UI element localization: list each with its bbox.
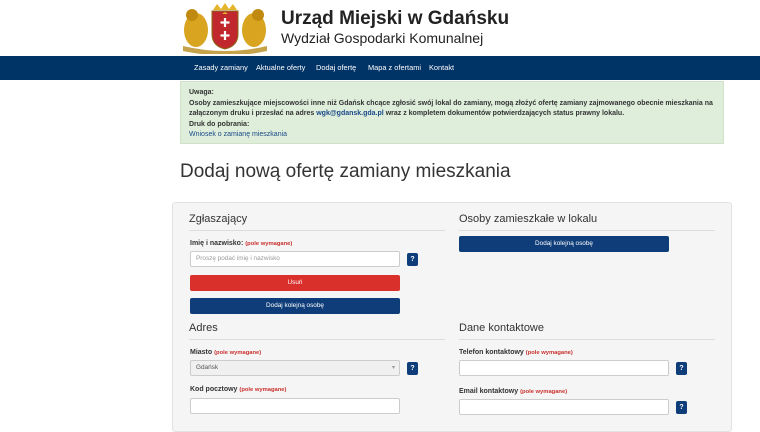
nav-mapa-z-ofertami[interactable]: Mapa z ofertami bbox=[368, 63, 421, 72]
download-form-link[interactable]: Wniosek o zamianę mieszkania bbox=[189, 131, 288, 138]
email-label: Email kontaktowy (pole wymagane) bbox=[459, 388, 568, 395]
nav-zasady-zamiany[interactable]: Zasady zamiany bbox=[194, 63, 248, 72]
required-marker: (pole wymagane) bbox=[245, 241, 293, 247]
chevron-down-icon: ▾ bbox=[391, 365, 395, 371]
add-resident-button[interactable]: Dodaj kolejną osobę bbox=[459, 236, 669, 252]
nav-aktualne-oferty[interactable]: Aktualne oferty bbox=[256, 63, 306, 72]
nav-kontakt[interactable]: Kontakt bbox=[429, 63, 455, 72]
alert-heading: Uwaga: bbox=[189, 89, 214, 96]
main-navbar bbox=[0, 56, 760, 80]
download-heading: Druk do pobrania: bbox=[189, 120, 250, 128]
address-divider bbox=[189, 339, 445, 340]
alert-text-before: Osoby zamieszkujące miejscowości inne niż Gdańsk chcące zgłosić swój lokal do zamiany, mogą złożyć ofertę zamiany zajmowanego obecnie mieszkania na załączonym druku i przesłać na adres bbox=[189, 99, 713, 117]
alert-email-link[interactable]: wgk@gdansk.gda.pl bbox=[316, 110, 384, 117]
postal-code-input[interactable] bbox=[190, 398, 400, 414]
postal-label: Kod pocztowy (pole wymagane) bbox=[190, 386, 287, 393]
email-input[interactable] bbox=[459, 399, 669, 415]
contact-divider bbox=[459, 339, 715, 340]
city-help-button[interactable]: ? bbox=[407, 362, 418, 375]
residents-divider bbox=[459, 230, 715, 231]
site-subtitle: Wydział Gospodarki Komunalnej bbox=[281, 30, 484, 46]
site-header bbox=[0, 0, 760, 56]
page-title: Dodaj nową ofertę zamiany mieszkania bbox=[180, 161, 511, 182]
name-label: Imię i nazwisko: (pole wymagane) bbox=[190, 240, 293, 247]
contact-heading: Dane kontaktowe bbox=[459, 322, 544, 334]
address-heading: Adres bbox=[189, 322, 218, 334]
add-applicant-button[interactable]: Dodaj kolejną osobę bbox=[190, 298, 400, 314]
email-help-button[interactable]: ? bbox=[676, 401, 687, 414]
site-title: Urząd Miejski w Gdańsku bbox=[281, 8, 510, 29]
phone-input[interactable] bbox=[459, 360, 669, 376]
applicant-divider bbox=[189, 230, 445, 231]
nav-dodaj-oferte[interactable]: Dodaj ofertę bbox=[316, 63, 357, 72]
name-help-button[interactable]: ? bbox=[407, 253, 418, 266]
notice-alert bbox=[180, 81, 724, 144]
phone-label: Telefon kontaktowy (pole wymagane) bbox=[459, 349, 573, 356]
city-label: Miasto (pole wymagane) bbox=[190, 349, 262, 356]
remove-person-button[interactable]: Usuń bbox=[190, 275, 400, 291]
applicant-heading: Zgłaszający bbox=[189, 213, 248, 225]
phone-help-button[interactable]: ? bbox=[676, 362, 687, 375]
city-select[interactable]: Gdańsk ▾ bbox=[190, 360, 400, 376]
name-input[interactable]: Proszę podać imię i nazwisko bbox=[190, 251, 400, 267]
gdansk-coat-of-arms-icon bbox=[180, 2, 270, 54]
residents-heading: Osoby zamieszkałe w lokalu bbox=[459, 213, 598, 225]
offer-form-panel bbox=[172, 202, 732, 432]
alert-text-after: wraz z kompletem dokumentów potwierdzających status prawny lokalu. bbox=[385, 110, 625, 117]
